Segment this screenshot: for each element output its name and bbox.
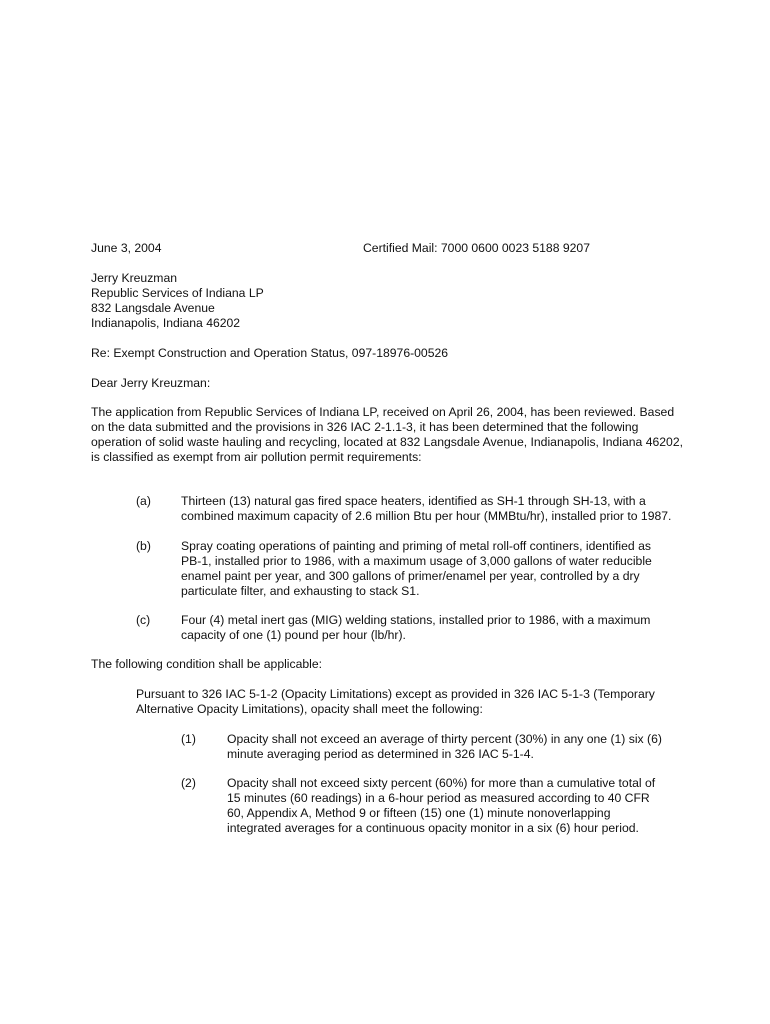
sub-item-text-2: [227, 776, 655, 836]
item-text-b: [181, 539, 652, 599]
sub-item-line: 15 minutes (60 readings) in a 6-hour period as measured according to 40 CFR: [227, 791, 650, 805]
certified-mail-number: Certified Mail: 7000 0600 0023 5188 9207: [363, 241, 590, 255]
item-line: Four (4) metal inert gas (MIG) welding stations, installed prior to 1986, with a maximum: [181, 613, 651, 627]
subject-line: Re: Exempt Construction and Operation Status, 097-18976-00526: [91, 346, 449, 360]
intro-line: on the data submitted and the provisions in 326 IAC 2-1.1-3, it has been determined that the following: [91, 420, 639, 434]
item-label-b: (b): [136, 539, 151, 553]
letter-date: June 3, 2004: [91, 241, 162, 255]
sub-item-text-1: [227, 732, 662, 762]
intro-line: operation of solid waste hauling and recycling, located at 832 Langsdale Avenue, Indianapolis, Indiana 46202,: [91, 435, 683, 449]
condition-heading: The following condition shall be applicable:: [91, 657, 323, 671]
item-line: combined maximum capacity of 2.6 million Btu per hour (MMBtu/hr), installed prior to 1987.: [181, 509, 672, 523]
recipient-street: 832 Langsdale Avenue: [91, 301, 215, 315]
item-label-a: (a): [136, 494, 151, 508]
intro-line: The application from Republic Services of Indiana LP, received on April 26, 2004, has been reviewed. Based: [91, 405, 675, 419]
item-text-c: [181, 613, 650, 643]
sub-item-line: Opacity shall not exceed an average of thirty percent (30%) in any one (1) six (6): [227, 732, 662, 746]
sub-item-line: integrated averages for a continuous opacity monitor in a six (6) hour period.: [227, 821, 639, 835]
recipient-city: Indianapolis, Indiana 46202: [91, 316, 241, 330]
intro-line: is classified as exempt from air pollution permit requirements:: [91, 450, 422, 464]
recipient-address: [91, 271, 264, 331]
condition-intro-line: Pursuant to 326 IAC 5-1-2 (Opacity Limitations) except as provided in 326 IAC 5-1-3 (Temporary: [136, 687, 655, 701]
item-text-a: [181, 494, 671, 524]
sub-item-line: minute averaging period as determined in 326 IAC 5-1-4.: [227, 747, 534, 761]
item-line: Thirteen (13) natural gas fired space heaters, identified as SH-1 through SH-13, with a: [181, 494, 646, 508]
recipient-company: Republic Services of Indiana LP: [91, 286, 264, 300]
salutation: Dear Jerry Kreuzman:: [91, 376, 211, 390]
condition-intro-line: Alternative Opacity Limitations), opacity shall meet the following:: [136, 702, 483, 716]
intro-paragraph: [91, 405, 699, 465]
condition-intro: [136, 687, 655, 717]
item-line: particulate filter, and exhausting to stack S1.: [181, 584, 420, 598]
sub-item-line: 60, Appendix A, Method 9 or fifteen (15) one (1) minute nonoverlapping: [227, 806, 611, 820]
sub-item-label-1: (1): [181, 732, 196, 746]
item-line: capacity of one (1) pound per hour (lb/hr).: [181, 628, 406, 642]
item-line: Spray coating operations of painting and priming of metal roll-off continers, identified as: [181, 539, 651, 553]
sub-item-line: Opacity shall not exceed sixty percent (60%) for more than a cumulative total of: [227, 776, 656, 790]
sub-item-label-2: (2): [181, 776, 196, 790]
item-line: PB-1, installed prior to 1986, with a maximum usage of 3,000 gallons of water reducible: [181, 554, 652, 568]
item-label-c: (c): [136, 613, 151, 627]
item-line: enamel paint per year, and 300 gallons of primer/enamel per year, controlled by a dry: [181, 569, 640, 583]
recipient-name: Jerry Kreuzman: [91, 271, 178, 285]
